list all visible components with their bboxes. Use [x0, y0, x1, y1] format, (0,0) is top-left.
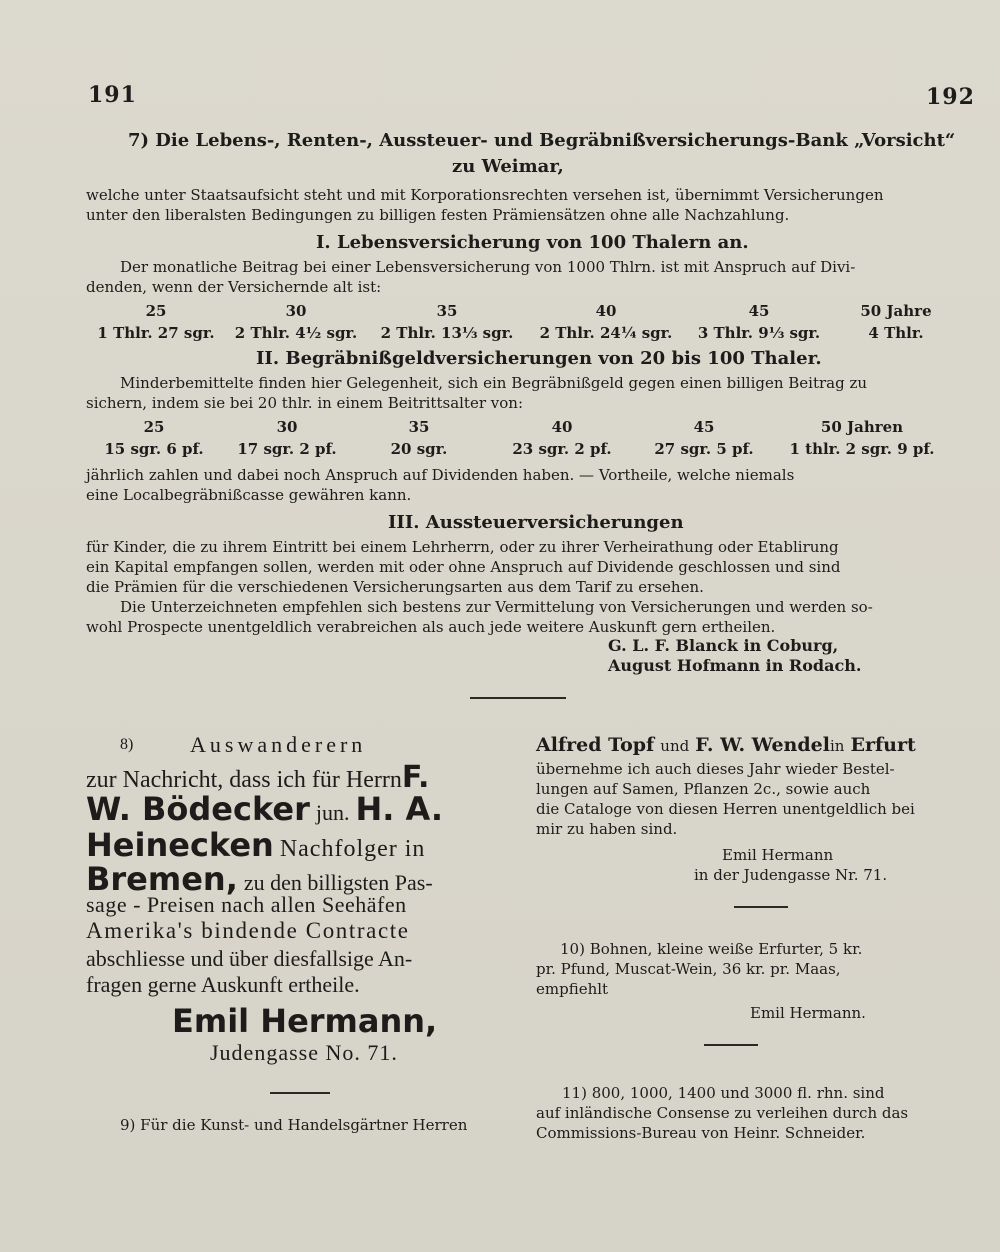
section2-line1: Minderbemittelte finden hier Gelegenheit, sich ein Begräbnißgeld gegen einen billigen Beitrag zu: [120, 374, 868, 392]
s1-rate: 2 Thlr. 24¼ sgr.: [539, 324, 673, 342]
ad7-intro-line2: unter den liberalsten Bedingungen zu billigen festen Prämiensätzen ohne alle Nachzahlung.: [86, 206, 790, 224]
s1-col-1: [86, 300, 226, 344]
s1-age: 25: [145, 302, 167, 320]
ad8-line2-initial: F.: [401, 760, 430, 795]
ad11-line3: Commissions-Bureau von Heinr. Schneider.: [536, 1124, 866, 1142]
s1-age: 45: [748, 302, 770, 320]
ad8-line7: Amerika's bindende Contracte: [86, 918, 410, 943]
ad8-line8: abschliesse und über diesfallsige An-: [86, 946, 413, 971]
ad7-title-city: zu Weimar,: [452, 156, 564, 177]
ad9-line5: mir zu haben sind.: [536, 820, 678, 838]
ad8-bremen: Bremen,: [86, 860, 238, 898]
s1-rate: 1 Thlr. 27 sgr.: [97, 324, 215, 342]
ad9-line4: die Cataloge von diesen Herren unentgeldlich bei: [536, 800, 915, 818]
ad8-number: 8): [120, 736, 134, 753]
ad10-line3: empfiehlt: [536, 980, 609, 998]
ad9-in: in: [829, 737, 845, 755]
section2-line4: eine Localbegräbnißcasse gewähren kann.: [86, 486, 412, 504]
ad7-intro-line1: welche unter Staatsaufsicht steht und mit Korporationsrechten versehen ist, übernimmt Versicherungen: [86, 186, 884, 204]
s2-age: 25: [143, 418, 165, 436]
s2-rate: 1 thlr. 2 sgr. 9 pf.: [789, 440, 935, 458]
s1-age: 50 Jahre: [860, 302, 932, 320]
ad11-line1: 11) 800, 1000, 1400 und 3000 fl. rhn. sind: [562, 1084, 885, 1102]
ad8-signature-name: Emil Hermann,: [172, 1002, 438, 1040]
signatory-blanck: G. L. F. Blanck in Coburg,: [608, 636, 839, 655]
section2-line3: jährlich zahlen und dabei noch Anspruch auf Dividenden haben. — Vortheile, welche niemals: [86, 466, 795, 484]
section3-heading: III. Aussteuerversicherungen: [388, 512, 684, 533]
ad8-ha: H. A.: [355, 790, 444, 828]
ad9-erfurt: Erfurt: [850, 734, 916, 756]
s1-rate: 2 Thlr. 13⅓ sgr.: [380, 324, 514, 342]
s2-age: 30: [276, 418, 298, 436]
ad9-und: und: [660, 737, 690, 755]
s2-age: 45: [693, 418, 715, 436]
ad8-boedecker: W. Bödecker: [86, 790, 310, 828]
ad8-line6: sage - Preisen nach allen Seehäfen: [86, 892, 407, 917]
ad7-title: 7) Die Lebens-, Renten-, Aussteuer- und Begräbnißversicherungs-Bank „Vorsicht“: [128, 130, 956, 151]
s1-col-2: [226, 300, 366, 344]
section1-heading: I. Lebensversicherung von 100 Thalern an.: [316, 232, 749, 253]
s2-col-5: [636, 416, 772, 460]
section2-line2: sichern, indem sie bei 20 thlr. in einem Beitrittsalter von:: [86, 394, 523, 412]
s1-col-3: [374, 300, 520, 344]
s2-rate: 27 sgr. 5 pf.: [654, 440, 754, 458]
s1-col-4: [532, 300, 680, 344]
s1-rate: 4 Thlr.: [868, 324, 924, 342]
ad11-line2: auf inländische Consense zu verleihen durch das: [536, 1104, 909, 1122]
ad10-line1: 10) Bohnen, kleine weiße Erfurter, 5 kr.: [560, 940, 863, 958]
closing-line2: wohl Prospecte unentgeldlich verabreichen als auch jede weitere Auskunft gern ertheilen.: [86, 618, 776, 636]
s2-age: 40: [551, 418, 573, 436]
s1-rate: 2 Thlr. 4½ sgr.: [234, 324, 358, 342]
s1-age: 40: [595, 302, 617, 320]
section3-line2: ein Kapital empfangen sollen, werden mit oder ohne Anspruch auf Dividende geschlossen und sind: [86, 558, 841, 576]
section1-line2: denden, wenn der Versichernde alt ist:: [86, 278, 382, 296]
s1-age: 35: [436, 302, 458, 320]
s2-col-2: [222, 416, 352, 460]
ad8-line5-text: zu den billigsten Pas-: [243, 870, 433, 895]
s2-rate: 23 sgr. 2 pf.: [512, 440, 612, 458]
s2-col-3: [356, 416, 482, 460]
ad8-line3: [86, 790, 443, 828]
s2-col-4: [494, 416, 630, 460]
separator-rule: [470, 697, 566, 699]
s2-age: 50 Jahren: [820, 418, 904, 436]
ad10-line2: pr. Pfund, Muscat-Wein, 36 kr. pr. Maas,: [536, 960, 841, 978]
ad10-signature: Emil Hermann.: [750, 1004, 866, 1022]
ad8-signature-address: Judengasse No. 71.: [210, 1040, 398, 1065]
section3-line1: für Kinder, die zu ihrem Eintritt bei einem Lehrherrn, oder zu ihrer Verheirathung oder Etablirung: [86, 538, 839, 556]
ad9-wendel: F. W. Wendel: [695, 734, 830, 756]
s1-col-5: [692, 300, 826, 344]
ad8-heading: Auswanderern: [190, 732, 367, 757]
ad10-rule: [704, 1044, 758, 1046]
ad8-jun: jun.: [315, 800, 350, 825]
ad8-heinecken: Heinecken: [86, 826, 274, 864]
ad8-line9: fragen gerne Auskunft ertheile.: [86, 972, 360, 997]
page-number-left: 191: [88, 82, 137, 108]
s2-rate: 17 sgr. 2 pf.: [237, 440, 337, 458]
ad8-rule: [270, 1092, 330, 1094]
s1-rate: 3 Thlr. 9⅓ sgr.: [697, 324, 821, 342]
ad9-topf: Alfred Topf: [536, 734, 655, 756]
ad9-rule: [734, 906, 788, 908]
ad9-line1: [536, 734, 916, 756]
s1-col-6: [846, 300, 946, 344]
ad9-signature-address: in der Judengasse Nr. 71.: [694, 866, 888, 884]
s2-rate: 20 sgr.: [390, 440, 448, 458]
ad9-line2: übernehme ich auch dieses Jahr wieder Bestel-: [536, 760, 895, 778]
ad8-line2-text: zur Nachricht, dass ich für Herrn: [86, 767, 402, 793]
ad8-line4: [86, 826, 425, 864]
page-number-right: 192: [926, 84, 975, 110]
closing-line1: Die Unterzeichneten empfehlen sich bestens zur Vermittelung von Versicherungen und werden so-: [120, 598, 873, 616]
section3-line3: die Prämien für die verschiedenen Versicherungsarten aus dem Tarif zu ersehen.: [86, 578, 704, 596]
section2-heading: II. Begräbnißgeldversicherungen von 20 bis 100 Thaler.: [256, 348, 822, 369]
ad8-nachfolger: Nachfolger in: [279, 836, 426, 862]
s2-rate: 15 sgr. 6 pf.: [104, 440, 204, 458]
ad9-start: 9) Für die Kunst- und Handelsgärtner Herren: [120, 1116, 468, 1134]
s2-col-6: [778, 416, 946, 460]
s2-age: 35: [408, 418, 430, 436]
s1-age: 30: [285, 302, 307, 320]
s2-col-1: [86, 416, 222, 460]
signatory-hofmann: August Hofmann in Rodach.: [608, 656, 862, 675]
ad9-line3: lungen auf Samen, Pflanzen 2c., sowie auch: [536, 780, 871, 798]
section1-line1: Der monatliche Beitrag bei einer Lebensversicherung von 1000 Thlrn. ist mit Anspruch auf Divi-: [120, 258, 856, 276]
ad9-signature-name: Emil Hermann: [722, 846, 834, 864]
